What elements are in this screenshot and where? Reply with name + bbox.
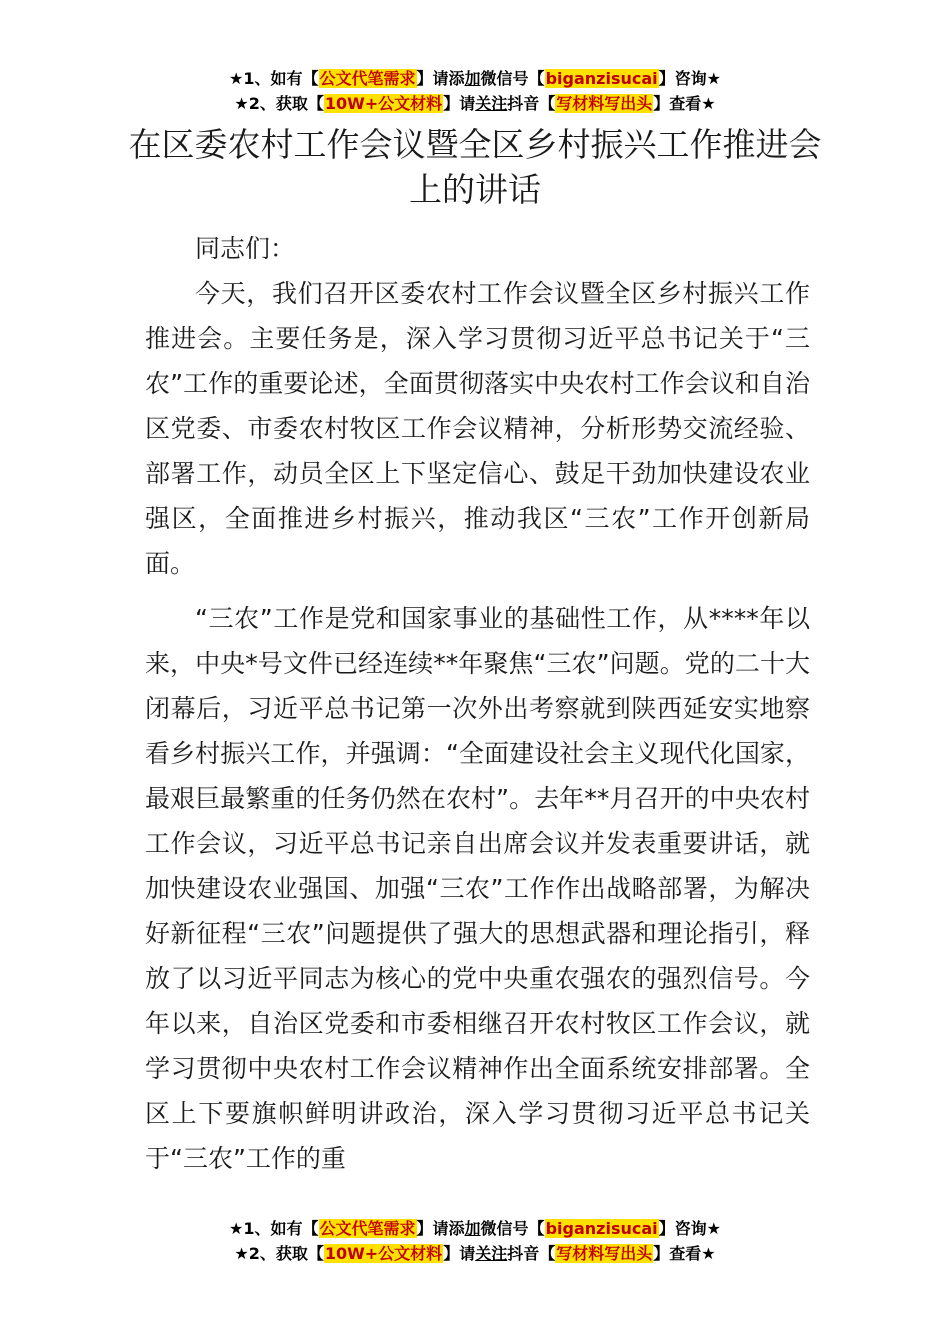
banner-text: 】咨询★ [658,69,721,88]
banner-text: 抖音【 [507,94,556,113]
banner-text: ★1、如有【 [229,69,319,88]
document-body [145,271,810,1191]
banner-text: 】请 [443,1244,476,1263]
banner-underline: 加 [464,1219,481,1238]
banner-text: 】请添 [416,69,465,88]
paragraph: 今天，我们召开区委农村工作会议暨全区乡村振兴工作推进会。主要任务是，深入学习贯彻习近平总书记关于“三农”工作的重要论述，全面贯彻落实中央农村工作会议和自治区党委、市委农村牧区工作会议精神，分析形势交流经验、部署工作，动员全区上下坚定信心、鼓足干劲加快建设农业强区，全面推进乡村振兴，推动我区“三农”工作开创新局面。 [145,279,810,578]
banner-underline: 加 [464,69,481,88]
header-banner [0,66,950,116]
banner-highlight: 10W+公文材料 [324,94,443,113]
banner-line-2 [0,1241,950,1266]
banner-highlight: 公文代笔需求 [319,69,416,88]
banner-text: 】咨询★ [658,1219,721,1238]
banner-highlight: 公文代笔需求 [319,1219,416,1238]
banner-text: 抖音【 [507,1244,556,1263]
paragraph: “三农”工作是党和国家事业的基础性工作，从****年以来，中央*号文件已经连续**年聚焦“三农”问题。党的二十大闭幕后，习近平总书记第一次外出考察就到陕西延安实地察看乡村振兴工作，并强调：“全面建设社会主义现代化国家，最艰巨最繁重的任务仍然在农村”。去年**月召开的中央农村工作会议，习近平总书记亲自出席会议并发表重要讲话，就加快建设农业强国、加强“三农”工作作出战略部署，为解决好新征程“三农”问题提供了强大的思想武器和理论指引，释放了以习近平同志为核心的党中央重农强农的强烈信号。今年以来，自治区党委和市委相继召开农村牧区工作会议，就学习贯彻中央农村工作会议精神作出全面系统安排部署。全区上下要旗帜鲜明讲政治，深入学习贯彻习近平总书记关于“三农”工作的重 [145,604,810,1173]
banner-text: 】查看★ [653,94,716,113]
banner-line-1 [0,66,950,91]
banner-text: ★2、获取【 [234,94,324,113]
banner-text: ★2、获取【 [234,1244,324,1263]
greeting: 同志们： [195,234,296,263]
document-title: 在区委农村工作会议暨全区乡村振兴工作推进会上的讲话 [128,125,822,209]
banner-highlight: 写材料写出头 [556,1244,653,1263]
banner-highlight: 10W+公文材料 [324,1244,443,1263]
banner-text: 微信号【 [480,1219,545,1238]
banner-highlight: 写材料写出头 [556,94,653,113]
footer-banner [0,1216,950,1266]
banner-text: 微信号【 [480,69,545,88]
banner-highlight: biganzisucai [545,69,658,88]
banner-text: ★1、如有【 [229,1219,319,1238]
banner-highlight: biganzisucai [545,1219,658,1238]
banner-underline: 关注 [475,94,508,113]
banner-line-2 [0,91,950,116]
banner-underline: 关注 [475,1244,508,1263]
banner-line-1 [0,1216,950,1241]
banner-text: 】请 [443,94,476,113]
banner-text: 】请添 [416,1219,465,1238]
banner-text: 】查看★ [653,1244,716,1263]
